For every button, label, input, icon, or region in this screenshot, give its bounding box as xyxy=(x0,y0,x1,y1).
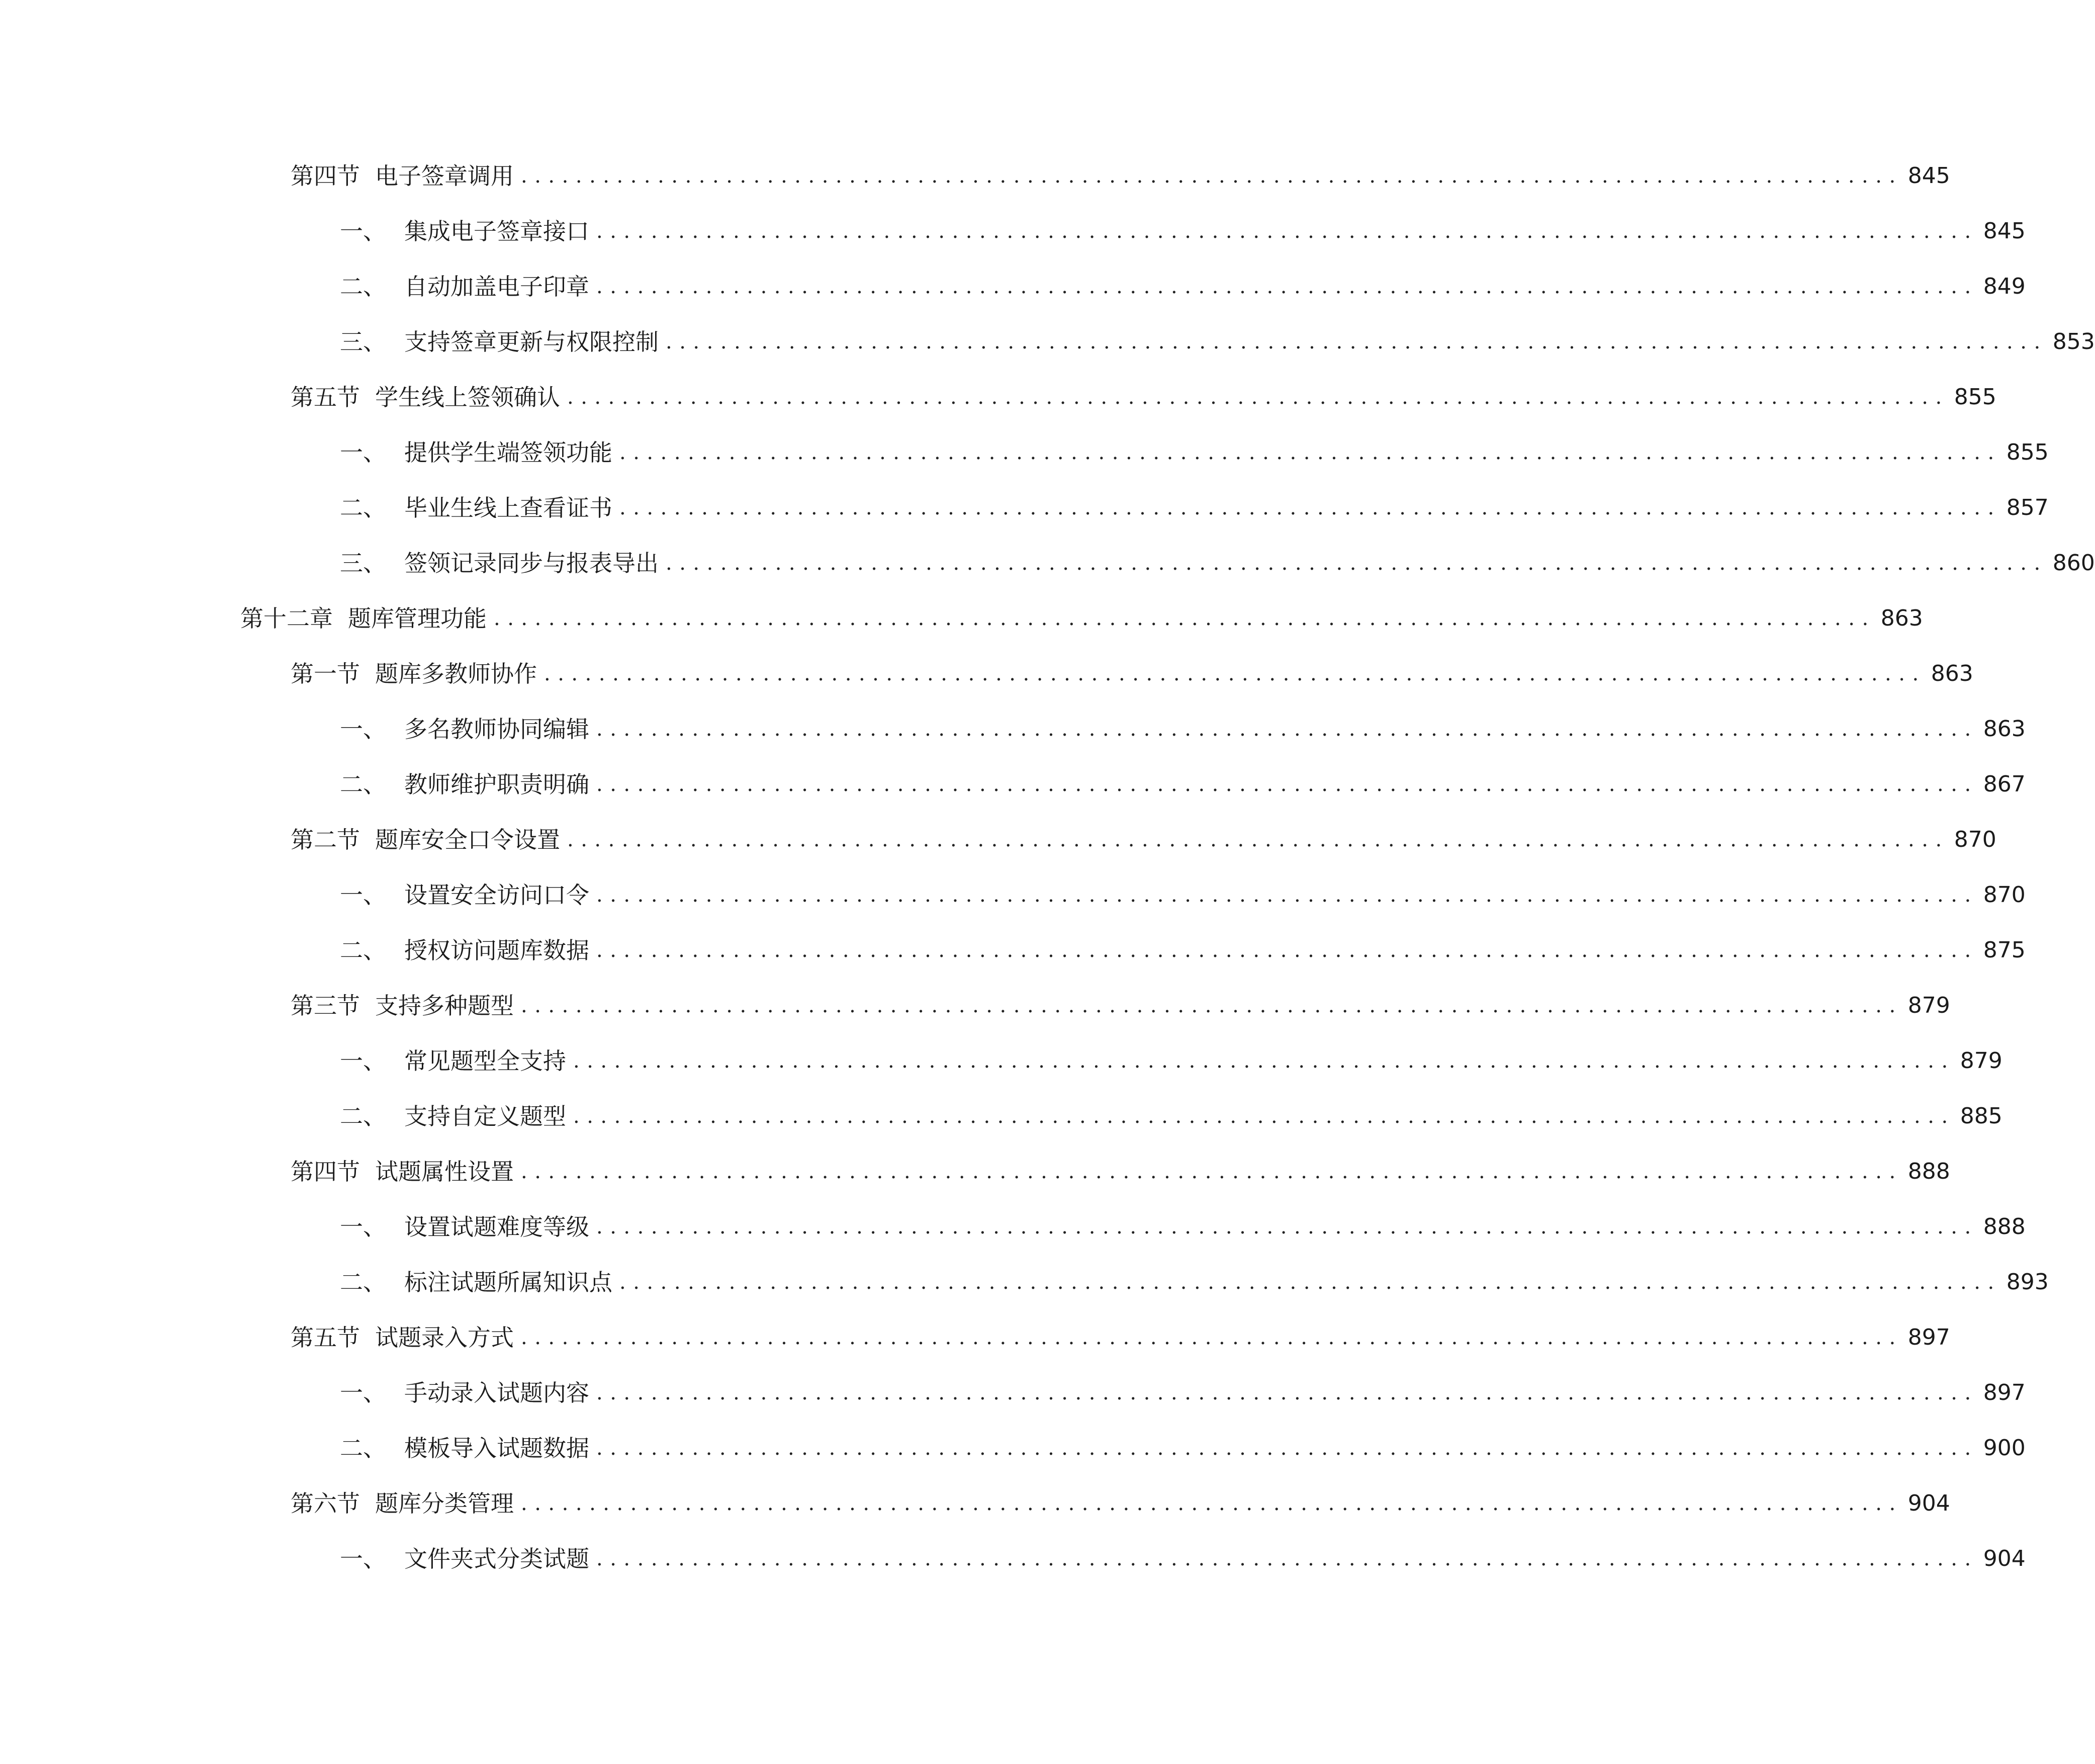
toc-entry-title: 文件夹式分类试题 xyxy=(404,1545,589,1572)
toc-entry-title: 试题属性设置 xyxy=(375,1158,514,1185)
toc-entry[interactable] xyxy=(340,543,2095,583)
toc-page-number: 904 xyxy=(1983,1546,2026,1571)
toc-page-number: 870 xyxy=(1954,827,1996,852)
toc-entry-number: 第五节 xyxy=(291,1324,360,1351)
toc-dot-leader: ..................................................................................................... xyxy=(619,1271,2001,1294)
toc-entry[interactable] xyxy=(291,654,1973,694)
toc-dot-leader: ..................................................................................................... xyxy=(521,164,1903,188)
toc-entry-number: 二、 xyxy=(340,494,386,521)
toc-dot-leader: ..................................................................................................... xyxy=(596,884,1978,907)
toc-dot-leader: ..................................................................................................... xyxy=(596,1381,1978,1404)
toc-entry[interactable] xyxy=(340,1262,2049,1302)
toc-entry-title: 手动录入试题内容 xyxy=(404,1379,589,1406)
toc-entry[interactable] xyxy=(340,488,2049,528)
toc-entry-title: 教师维护职责明确 xyxy=(404,771,589,798)
toc-entry[interactable] xyxy=(340,709,2026,749)
toc-dot-leader: ..................................................................................................... xyxy=(596,1547,1978,1570)
toc-entry[interactable] xyxy=(340,1096,2002,1136)
toc-entry-number: 第六节 xyxy=(291,1490,360,1517)
toc-dot-leader: ..................................................................................................... xyxy=(544,662,1926,685)
toc-entry-number: 一、 xyxy=(340,1047,386,1075)
toc-page-number: 870 xyxy=(1983,882,2026,908)
toc-entry[interactable] xyxy=(340,930,2026,971)
toc-dot-leader: ..................................................................................................... xyxy=(666,552,2048,575)
toc-entry-title: 签领记录同步与报表导出 xyxy=(404,550,659,577)
toc-entry-number: 第二节 xyxy=(291,826,360,853)
toc-entry[interactable] xyxy=(340,211,2026,251)
toc-entry-number: 第十二章 xyxy=(240,605,333,632)
toc-entry-number: 二、 xyxy=(340,1269,386,1296)
toc-page-number: 863 xyxy=(1931,661,1973,686)
toc-dot-leader: ..................................................................................................... xyxy=(521,1492,1903,1515)
toc-entry-title: 提供学生端签领功能 xyxy=(404,439,612,466)
toc-entry-title: 多名教师协同编辑 xyxy=(404,716,589,743)
toc-page-number: 857 xyxy=(2006,495,2049,520)
toc-dot-leader: ..................................................................................................... xyxy=(596,1437,1978,1460)
toc-page-number: 897 xyxy=(1907,1325,1950,1350)
toc-entry-title: 试题录入方式 xyxy=(375,1324,514,1351)
toc-entry[interactable] xyxy=(340,432,2049,473)
toc-page-number: 853 xyxy=(2052,329,2095,355)
toc-entry-number: 第三节 xyxy=(291,992,360,1019)
toc-entry-title: 题库分类管理 xyxy=(375,1490,514,1517)
toc-entry-number: 三、 xyxy=(340,328,386,356)
toc-entry[interactable] xyxy=(291,986,1950,1026)
toc-page-number: 900 xyxy=(1983,1435,2026,1461)
toc-entry-number: 二、 xyxy=(340,771,386,798)
toc-dot-leader: ..................................................................................................... xyxy=(619,441,2001,464)
toc-entry[interactable] xyxy=(291,820,1996,860)
toc-entry-number: 二、 xyxy=(340,1435,386,1462)
toc-entry-number: 二、 xyxy=(340,937,386,964)
toc-dot-leader: ..................................................................................................... xyxy=(666,330,2048,354)
toc-dot-leader: ..................................................................................................... xyxy=(596,1215,1978,1239)
toc-page-number: 849 xyxy=(1983,274,2026,299)
toc-entry[interactable] xyxy=(291,1483,1950,1524)
toc-page-number: 860 xyxy=(2052,550,2095,576)
toc-page-number: 888 xyxy=(1907,1159,1950,1184)
toc-entry-number: 二、 xyxy=(340,273,386,300)
toc-entry[interactable] xyxy=(340,875,2026,915)
toc-page-number: 885 xyxy=(1960,1103,2002,1129)
toc-entry-number: 第五节 xyxy=(291,384,360,411)
toc-dot-leader: ..................................................................................................... xyxy=(596,275,1978,298)
toc-entry[interactable] xyxy=(291,1317,1950,1358)
toc-dot-leader: ..................................................................................................... xyxy=(567,828,1949,851)
toc-dot-leader: ..................................................................................................... xyxy=(619,496,2001,519)
toc-dot-leader: ..................................................................................................... xyxy=(573,1105,1955,1128)
toc-dot-leader: ..................................................................................................... xyxy=(596,220,1978,243)
toc-page-number: 867 xyxy=(1983,771,2026,797)
toc-entry-number: 一、 xyxy=(340,218,386,245)
toc-page-number: 863 xyxy=(1880,605,1923,631)
toc-page-number: 845 xyxy=(1907,163,1950,189)
toc-dot-leader: ..................................................................................................... xyxy=(596,718,1978,741)
toc-entry-title: 设置安全访问口令 xyxy=(404,881,589,909)
toc-entry[interactable] xyxy=(340,1207,2026,1247)
toc-page-number: 855 xyxy=(1954,384,1996,410)
toc-page-number: 845 xyxy=(1983,218,2026,244)
toc-page-number: 888 xyxy=(1983,1214,2026,1240)
toc-page-number: 893 xyxy=(2006,1269,2049,1295)
toc-entry-number: 一、 xyxy=(340,881,386,909)
toc-entry[interactable] xyxy=(340,1373,2026,1413)
toc-page-number: 863 xyxy=(1983,716,2026,742)
toc-entry[interactable] xyxy=(340,1539,2026,1579)
toc-entry-number: 第一节 xyxy=(291,660,360,687)
toc-entry-title: 题库管理功能 xyxy=(348,605,487,632)
toc-entry-title: 毕业生线上查看证书 xyxy=(404,494,612,521)
toc-entry-number: 一、 xyxy=(340,1379,386,1406)
toc-entry-title: 常见题型全支持 xyxy=(404,1047,566,1075)
toc-dot-leader: ..................................................................................................... xyxy=(573,1049,1955,1073)
toc-entry-title: 支持签章更新与权限控制 xyxy=(404,328,659,356)
toc-dot-leader: ..................................................................................................... xyxy=(596,773,1978,796)
toc-entry[interactable] xyxy=(340,1041,2002,1081)
toc-entry-title: 授权访问题库数据 xyxy=(404,937,589,964)
toc-entry[interactable] xyxy=(340,322,2095,362)
toc-dot-leader: ..................................................................................................... xyxy=(596,939,1978,962)
toc-entry-number: 一、 xyxy=(340,439,386,466)
toc-entry[interactable] xyxy=(291,1152,1950,1192)
toc-entry-number: 三、 xyxy=(340,550,386,577)
toc-entry-title: 题库多教师协作 xyxy=(375,660,537,687)
toc-entry-title: 题库安全口令设置 xyxy=(375,826,560,853)
toc-entry[interactable] xyxy=(240,598,1923,639)
toc-entry-title: 学生线上签领确认 xyxy=(375,384,560,411)
toc-entry-number: 第四节 xyxy=(291,162,360,190)
toc-dot-leader: ..................................................................................................... xyxy=(521,994,1903,1017)
toc-entry-number: 一、 xyxy=(340,716,386,743)
toc-page-number: 879 xyxy=(1907,993,1950,1018)
toc-entry-number: 第四节 xyxy=(291,1158,360,1185)
toc-entry-number: 一、 xyxy=(340,1213,386,1241)
toc-entry-title: 集成电子签章接口 xyxy=(404,218,589,245)
toc-entry-title: 模板导入试题数据 xyxy=(404,1435,589,1462)
toc-entry[interactable] xyxy=(340,1428,2026,1468)
toc-dot-leader: ..................................................................................................... xyxy=(567,386,1949,409)
toc-entry[interactable] xyxy=(291,377,1996,417)
toc-page-number: 879 xyxy=(1960,1048,2002,1074)
toc-entry-number: 二、 xyxy=(340,1103,386,1130)
toc-entry[interactable] xyxy=(340,267,2026,307)
toc-page-number: 904 xyxy=(1907,1490,1950,1516)
toc-entry[interactable] xyxy=(291,156,1950,196)
toc-page-number: 855 xyxy=(2006,439,2049,465)
toc-entry-title: 支持自定义题型 xyxy=(404,1103,566,1130)
toc-entry-title: 自动加盖电子印章 xyxy=(404,273,589,300)
toc-page-number: 897 xyxy=(1983,1380,2026,1405)
toc-entry-title: 标注试题所属知识点 xyxy=(404,1269,612,1296)
toc-dot-leader: ..................................................................................................... xyxy=(521,1160,1903,1183)
toc-entry-title: 电子签章调用 xyxy=(375,162,514,190)
toc-page-number: 875 xyxy=(1983,937,2026,963)
toc-entry-title: 设置试题难度等级 xyxy=(404,1213,589,1241)
toc-entry-title: 支持多种题型 xyxy=(375,992,514,1019)
toc-entry-number: 一、 xyxy=(340,1545,386,1572)
toc-entry[interactable] xyxy=(340,764,2026,805)
toc-dot-leader: ..................................................................................................... xyxy=(521,1326,1903,1349)
toc-dot-leader: ..................................................................................................... xyxy=(494,607,1876,630)
